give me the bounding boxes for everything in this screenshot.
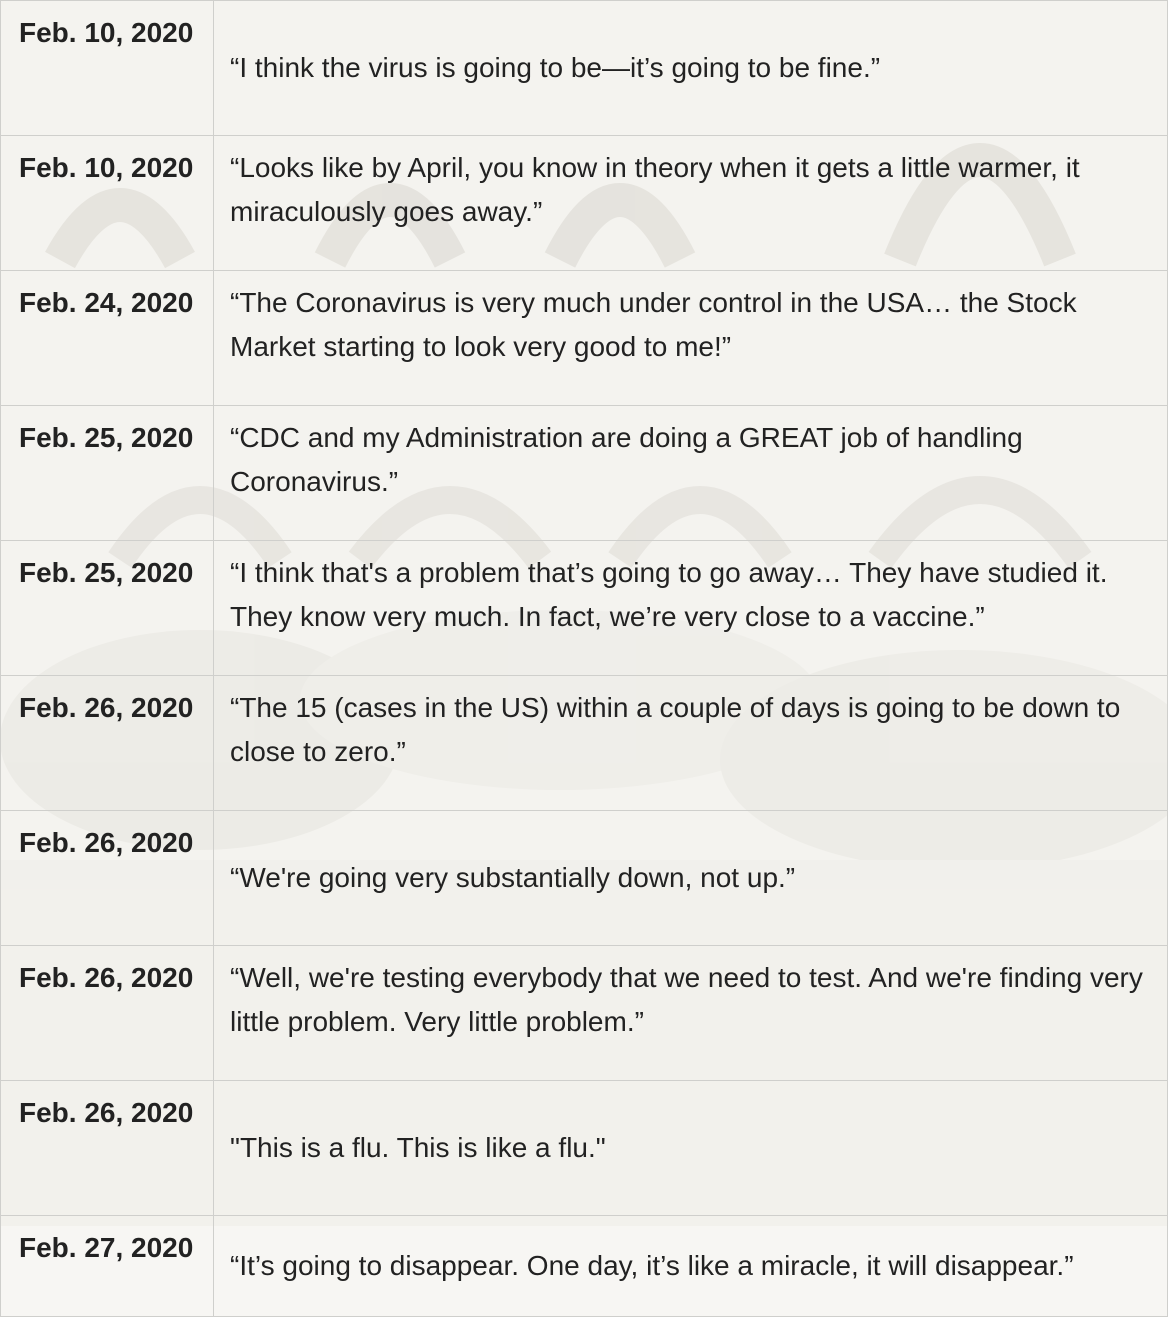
quote-cell: “CDC and my Administration are doing a GREAT job of handling Coronavirus.”	[214, 406, 1168, 541]
quote-cell: “It’s going to disappear. One day, it’s like a miracle, it will disappear.”	[214, 1216, 1168, 1317]
quote-cell: “Looks like by April, you know in theory when it gets a little warmer, it miraculously goes away.”	[214, 136, 1168, 271]
table-row	[1, 541, 1168, 676]
date-cell: Feb. 26, 2020	[1, 1081, 214, 1216]
quote-cell: “The 15 (cases in the US) within a couple of days is going to be down to close to zero.”	[214, 676, 1168, 811]
quote-cell: “I think that's a problem that’s going to go away… They have studied it. They know very much. In fact, we’re very close to a vaccine.”	[214, 541, 1168, 676]
quote-cell: “Well, we're testing everybody that we need to test. And we're finding very little problem. Very little problem.”	[214, 946, 1168, 1081]
table-row	[1, 811, 1168, 946]
date-cell: Feb. 25, 2020	[1, 541, 214, 676]
table-row	[1, 406, 1168, 541]
table-row	[1, 946, 1168, 1081]
date-cell: Feb. 24, 2020	[1, 271, 214, 406]
table-row	[1, 1, 1168, 136]
date-cell: Feb. 10, 2020	[1, 1, 214, 136]
quote-cell: “We're going very substantially down, not up.”	[214, 811, 1168, 946]
date-cell: Feb. 25, 2020	[1, 406, 214, 541]
date-cell: Feb. 26, 2020	[1, 676, 214, 811]
table-row	[1, 136, 1168, 271]
quote-cell: “I think the virus is going to be—it’s going to be fine.”	[214, 1, 1168, 136]
table-row	[1, 1081, 1168, 1216]
table-row	[1, 271, 1168, 406]
date-cell: Feb. 10, 2020	[1, 136, 214, 271]
date-cell: Feb. 26, 2020	[1, 811, 214, 946]
table-row	[1, 1216, 1168, 1317]
quote-cell: “The Coronavirus is very much under control in the USA… the Stock Market starting to look very good to me!”	[214, 271, 1168, 406]
date-cell: Feb. 26, 2020	[1, 946, 214, 1081]
table-row	[1, 676, 1168, 811]
quote-cell: "This is a flu. This is like a flu."	[214, 1081, 1168, 1216]
date-cell: Feb. 27, 2020	[1, 1216, 214, 1317]
